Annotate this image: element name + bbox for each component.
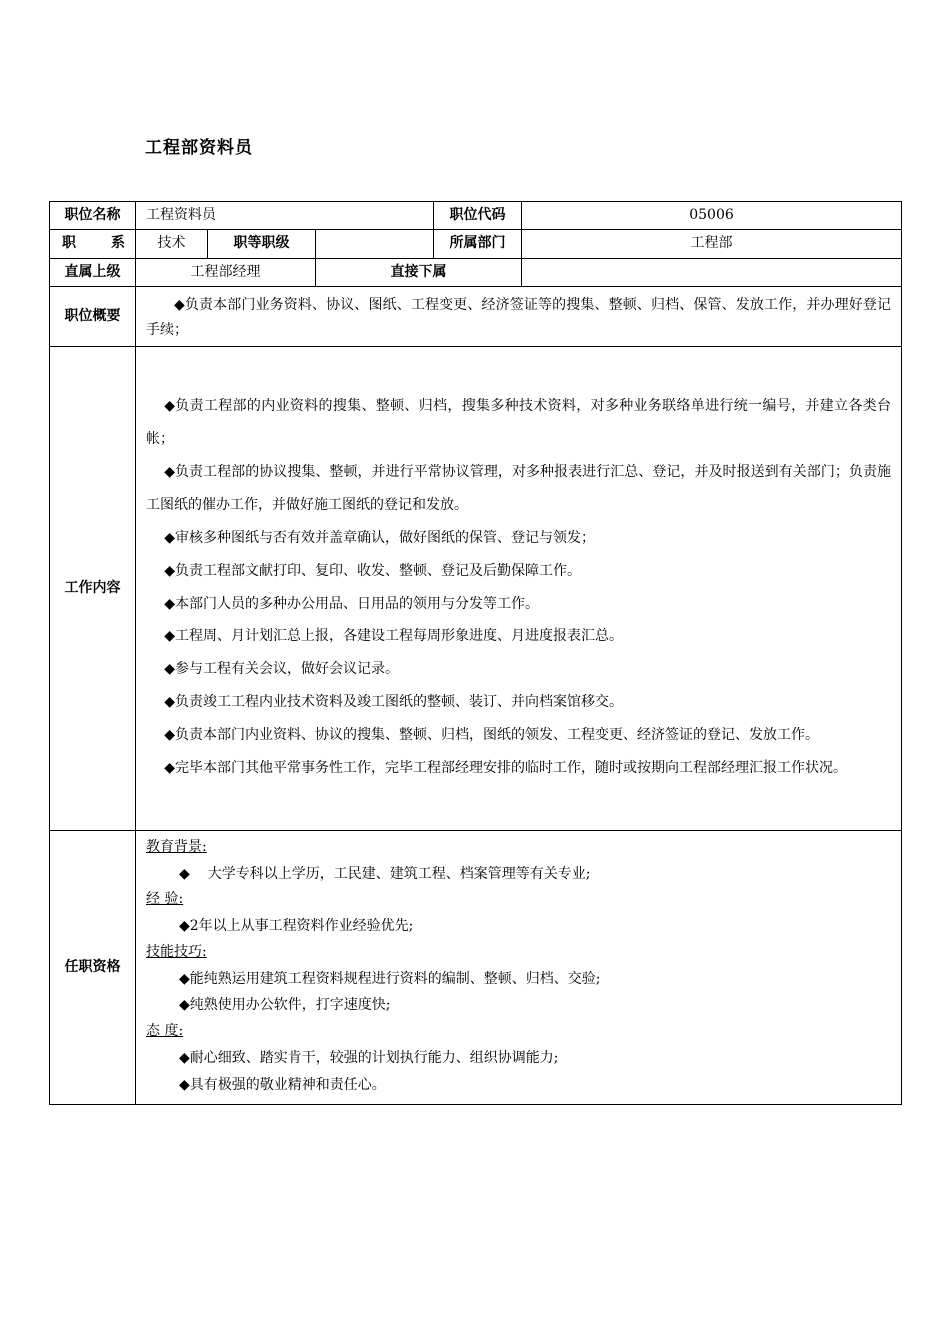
work-item: ◆负责工程部文献打印、复印、收发、整顿、登记及后勤保障工作。 (164, 562, 581, 579)
department-label: 所属部门 (434, 230, 522, 259)
skills-item: ◆纯熟使用办公软件，打字速度快; (179, 997, 391, 1014)
series-label-b: 系 (111, 235, 125, 252)
education-text: 大学专科以上学历，工民建、建筑工程、档案管理等有关专业; (207, 865, 591, 882)
job-description-table (49, 201, 902, 1105)
position-name-label: 职位名称 (50, 202, 136, 230)
row-position-name (50, 202, 902, 230)
position-code-label: 职位代码 (434, 202, 522, 230)
education-bullet: ◆ (179, 865, 190, 882)
work-item: ◆本部门人员的多种办公用品、日用品的领用与分发等工作。 (164, 595, 539, 612)
row-work-content (50, 347, 902, 831)
summary-label: 职位概要 (50, 287, 136, 347)
education-item (146, 861, 891, 888)
work-content-label: 工作内容 (50, 347, 136, 831)
qualification-content (136, 831, 902, 1105)
attitude-title: 态 度: (146, 1023, 184, 1040)
work-item: ◆审核多种图纸与否有效并盖章确认，做好图纸的保管、登记与领发； (164, 529, 595, 546)
superior-value: 工程部经理 (136, 259, 316, 287)
summary-text: ◆负责本部门业务资料、协议、图纸、工程变更、经济签证等的搜集、整顿、归档、保管、发放工作，并办理好登记手续； (136, 287, 902, 347)
experience-title: 经 验: (146, 891, 184, 908)
work-item: ◆负责竣工工程内业技术资料及竣工图纸的整顿、装订、并向档案馆移交。 (164, 694, 623, 711)
grade-label: 职等职级 (208, 230, 316, 259)
work-item: ◆负责工程部的协议搜集、整顿，并进行平常协议管理，对多种报表进行汇总、登记，并及时报送到有关部门；负责施工图纸的催办工作，并做好施工图纸的登记和发放。 (146, 463, 891, 513)
work-item: ◆负责工程部的内业资料的搜集、整顿、归档，搜集多种技术资料，对多种业务联络单进行统一编号，并建立各类台帐； (146, 398, 891, 448)
position-name-value: 工程资料员 (136, 202, 434, 230)
row-qualification (50, 831, 902, 1105)
series-value: 技术 (136, 230, 208, 259)
work-content-list (136, 347, 902, 831)
education-title: 教育背景: (146, 839, 207, 855)
grade-value (316, 230, 434, 259)
series-label-a: 职 (62, 235, 76, 252)
superior-label: 直属上级 (50, 259, 136, 287)
department-value: 工程部 (522, 230, 902, 259)
row-summary (50, 287, 902, 347)
work-item: ◆参与工程有关会议，做好会议记录。 (164, 661, 399, 678)
skills-title: 技能技巧: (146, 943, 207, 960)
row-superior (50, 259, 902, 287)
attitude-item: ◆耐心细致、踏实肯干，较强的计划执行能力、组织协调能力; (179, 1049, 559, 1066)
work-item: ◆负责本部门内业资料、协议的搜集、整顿、归档，图纸的领发、工程变更、经济签证的登记、发放工作。 (164, 727, 819, 744)
experience-item: ◆2年以上从事工程资料作业经验优先; (179, 918, 414, 935)
subordinate-label: 直接下属 (316, 259, 522, 287)
row-series (50, 230, 902, 259)
attitude-item: ◆具有极强的敬业精神和责任心。 (179, 1076, 386, 1093)
work-item: ◆完毕本部门其他平常事务性工作，完毕工程部经理安排的临时工作，随时或按期向工程部经理汇报工作状况。 (164, 759, 847, 776)
page-title: 工程部资料员 (145, 138, 253, 158)
position-code-value: 05006 (522, 202, 902, 230)
skills-item: ◆能纯熟运用建筑工程资料规程进行资料的编制、整顿、归档、交验; (179, 970, 601, 987)
subordinate-value (522, 259, 902, 287)
work-item: ◆工程周、月计划汇总上报，各建设工程每周形象进度、月进度报表汇总。 (164, 628, 623, 645)
qualification-label: 任职资格 (50, 831, 136, 1105)
series-label (50, 230, 136, 259)
